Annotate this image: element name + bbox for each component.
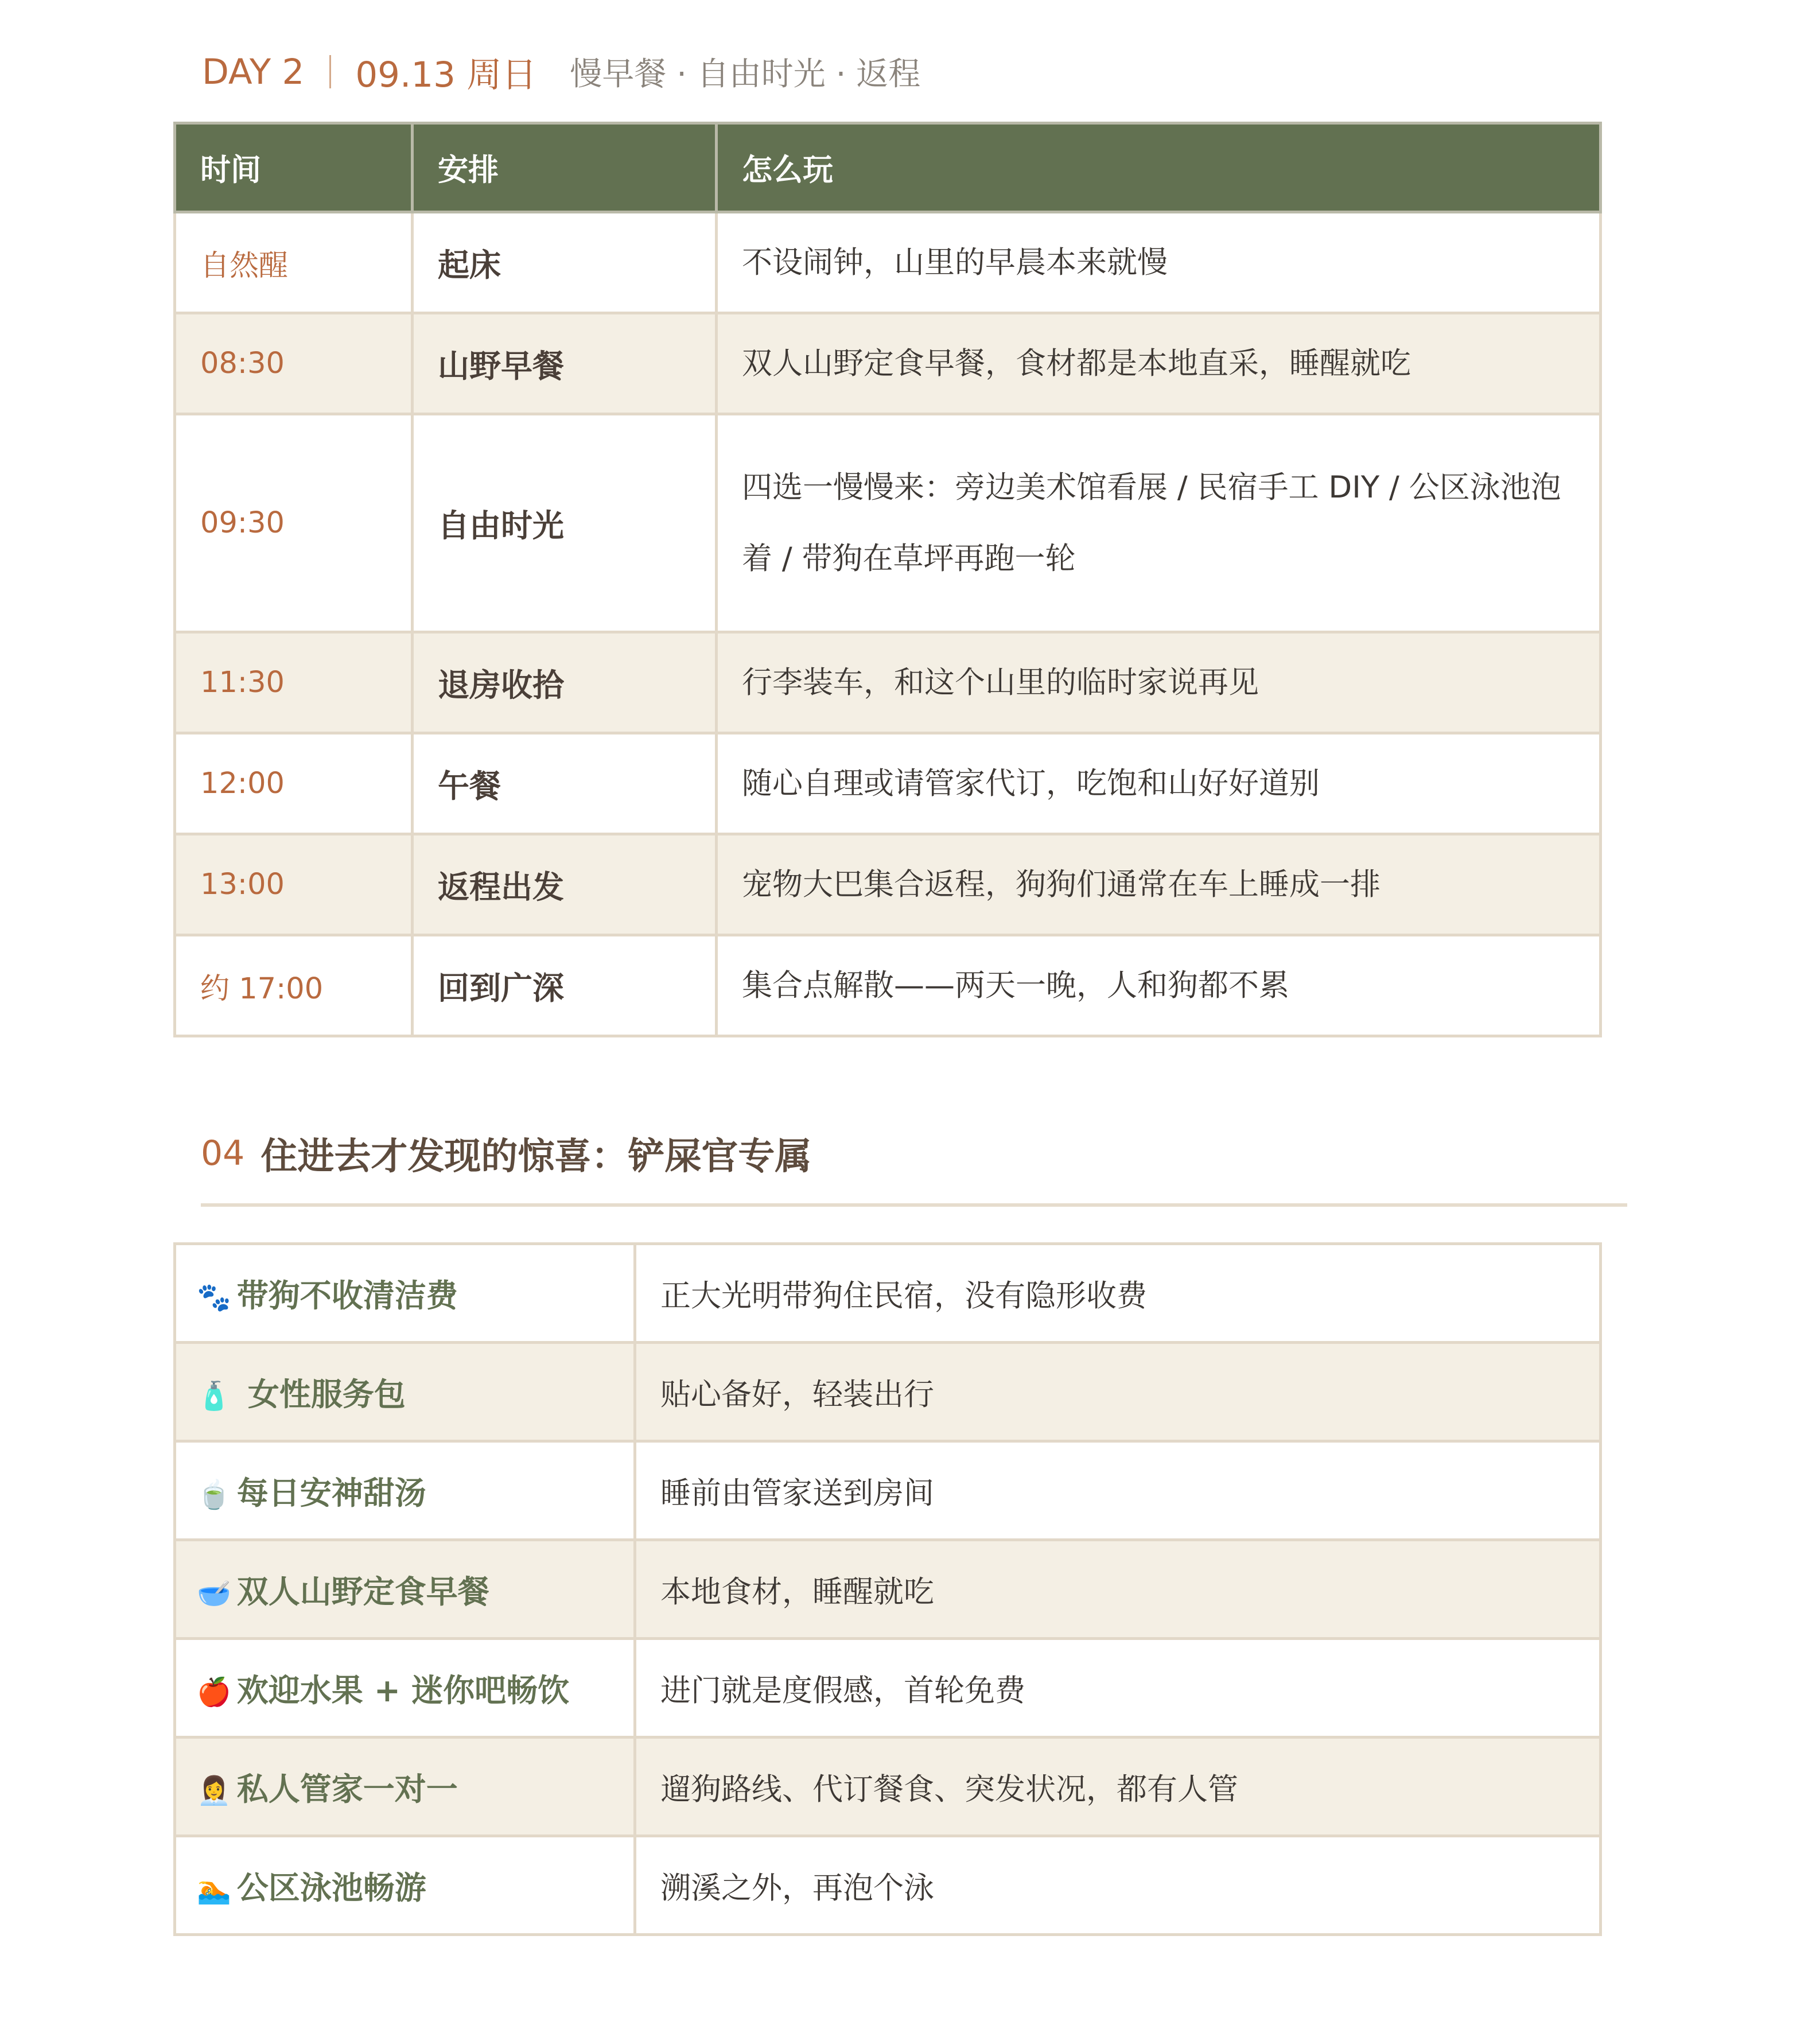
schedule-time: 约 17:00 (175, 935, 413, 1036)
perk-name: 带狗不收清洁费 (236, 1277, 458, 1314)
schedule-row (175, 935, 1601, 1036)
perk-name: 每日安神甜汤 (236, 1475, 426, 1511)
schedule-time: 08:30 (175, 313, 413, 414)
header-divider (329, 55, 331, 88)
perk-name: 公区泳池畅游 (236, 1869, 426, 1906)
schedule-time: 自然醒 (175, 212, 413, 313)
perk-desc: 进门就是度假感，首轮免费 (635, 1639, 1601, 1738)
perk-name-cell (175, 1639, 635, 1738)
day-subtitle: 慢早餐 · 自由时光 · 返程 (570, 56, 921, 93)
perk-name: 女性服务包 (236, 1376, 406, 1413)
perk-name-cell (175, 1343, 635, 1441)
schedule-plan: 起床 (413, 212, 717, 313)
day-date: 09.13 周日 (355, 54, 537, 95)
perk-row (175, 1836, 1601, 1935)
schedule-row (175, 414, 1601, 632)
header-plan: 安排 (413, 123, 717, 212)
perk-row (175, 1343, 1601, 1441)
perk-name-cell (175, 1540, 635, 1639)
perk-row (175, 1639, 1601, 1738)
schedule-row (175, 313, 1601, 414)
perk-name-cell (175, 1738, 635, 1836)
perk-desc: 本地食材，睡醒就吃 (635, 1540, 1601, 1639)
perk-row (175, 1738, 1601, 1836)
swimmer-icon: 🏊 (197, 1874, 231, 1906)
perks-table (173, 1242, 1602, 1936)
header-how: 怎么玩 (717, 123, 1601, 212)
perk-desc: 遛狗路线、代订餐食、突发状况，都有人管 (635, 1738, 1601, 1836)
perk-name-cell (175, 1836, 635, 1935)
schedule-row (175, 212, 1601, 313)
schedule-row (175, 834, 1601, 935)
schedule-row (175, 733, 1601, 834)
section-number: 04 (201, 1133, 245, 1173)
schedule-header-row (175, 123, 1601, 212)
schedule-how: 行李装车，和这个山里的临时家说再见 (717, 632, 1601, 733)
schedule-how: 双人山野定食早餐，食材都是本地直采，睡醒就吃 (717, 313, 1601, 414)
schedule-how: 宠物大巴集合返程，狗狗们通常在车上睡成一排 (717, 834, 1601, 935)
schedule-plan: 返程出发 (413, 834, 717, 935)
perk-name: 双人山野定食早餐 (236, 1573, 489, 1610)
paw-prints-icon: 🐾 (197, 1281, 231, 1313)
perk-desc: 正大光明带狗住民宿，没有隐形收费 (635, 1244, 1601, 1343)
day-header (202, 46, 920, 98)
schedule-row (175, 632, 1601, 733)
perk-row (175, 1441, 1601, 1540)
cereal-bowl-icon: 🥣 (197, 1577, 231, 1610)
perk-name: 欢迎水果 + 迷你吧畅饮 (236, 1672, 570, 1709)
schedule-plan: 山野早餐 (413, 313, 717, 414)
header-time: 时间 (175, 123, 413, 212)
section-heading (201, 1125, 811, 1182)
schedule-how: 四选一慢慢来：旁边美术馆看展 / 民宿手工 DIY / 公区泳池泡着 / 带狗在草坪再跑一轮 (717, 414, 1601, 632)
day-label: DAY 2 (202, 51, 305, 92)
perk-name: 私人管家一对一 (236, 1771, 458, 1808)
section-title: 住进去才发现的惊喜：铲屎官专属 (260, 1136, 812, 1178)
perk-name-cell (175, 1441, 635, 1540)
schedule-table (173, 122, 1602, 1037)
schedule-plan: 退房收拾 (413, 632, 717, 733)
perk-name-cell (175, 1244, 635, 1343)
schedule-how: 不设闹钟，山里的早晨本来就慢 (717, 212, 1601, 313)
schedule-plan: 自由时光 (413, 414, 717, 632)
schedule-time: 09:30 (175, 414, 413, 632)
schedule-time: 11:30 (175, 632, 413, 733)
schedule-how: 随心自理或请管家代订，吃饱和山好好道别 (717, 733, 1601, 834)
schedule-plan: 回到广深 (413, 935, 717, 1036)
perk-desc: 睡前由管家送到房间 (635, 1441, 1601, 1540)
section-divider (201, 1203, 1627, 1207)
butler-icon: 👩‍💼 (197, 1775, 231, 1807)
schedule-plan: 午餐 (413, 733, 717, 834)
perk-desc: 溯溪之外，再泡个泳 (635, 1836, 1601, 1935)
schedule-time: 12:00 (175, 733, 413, 834)
schedule-time: 13:00 (175, 834, 413, 935)
schedule-how: 集合点解散——两天一晚，人和狗都不累 (717, 935, 1601, 1036)
perk-row (175, 1540, 1601, 1639)
perk-row (175, 1244, 1601, 1343)
tea-bowl-icon: 🍵 (197, 1479, 231, 1511)
lotion-bottle-icon: 🧴 (197, 1380, 231, 1412)
apple-icon: 🍎 (197, 1676, 231, 1708)
perk-desc: 贴心备好，轻装出行 (635, 1343, 1601, 1441)
